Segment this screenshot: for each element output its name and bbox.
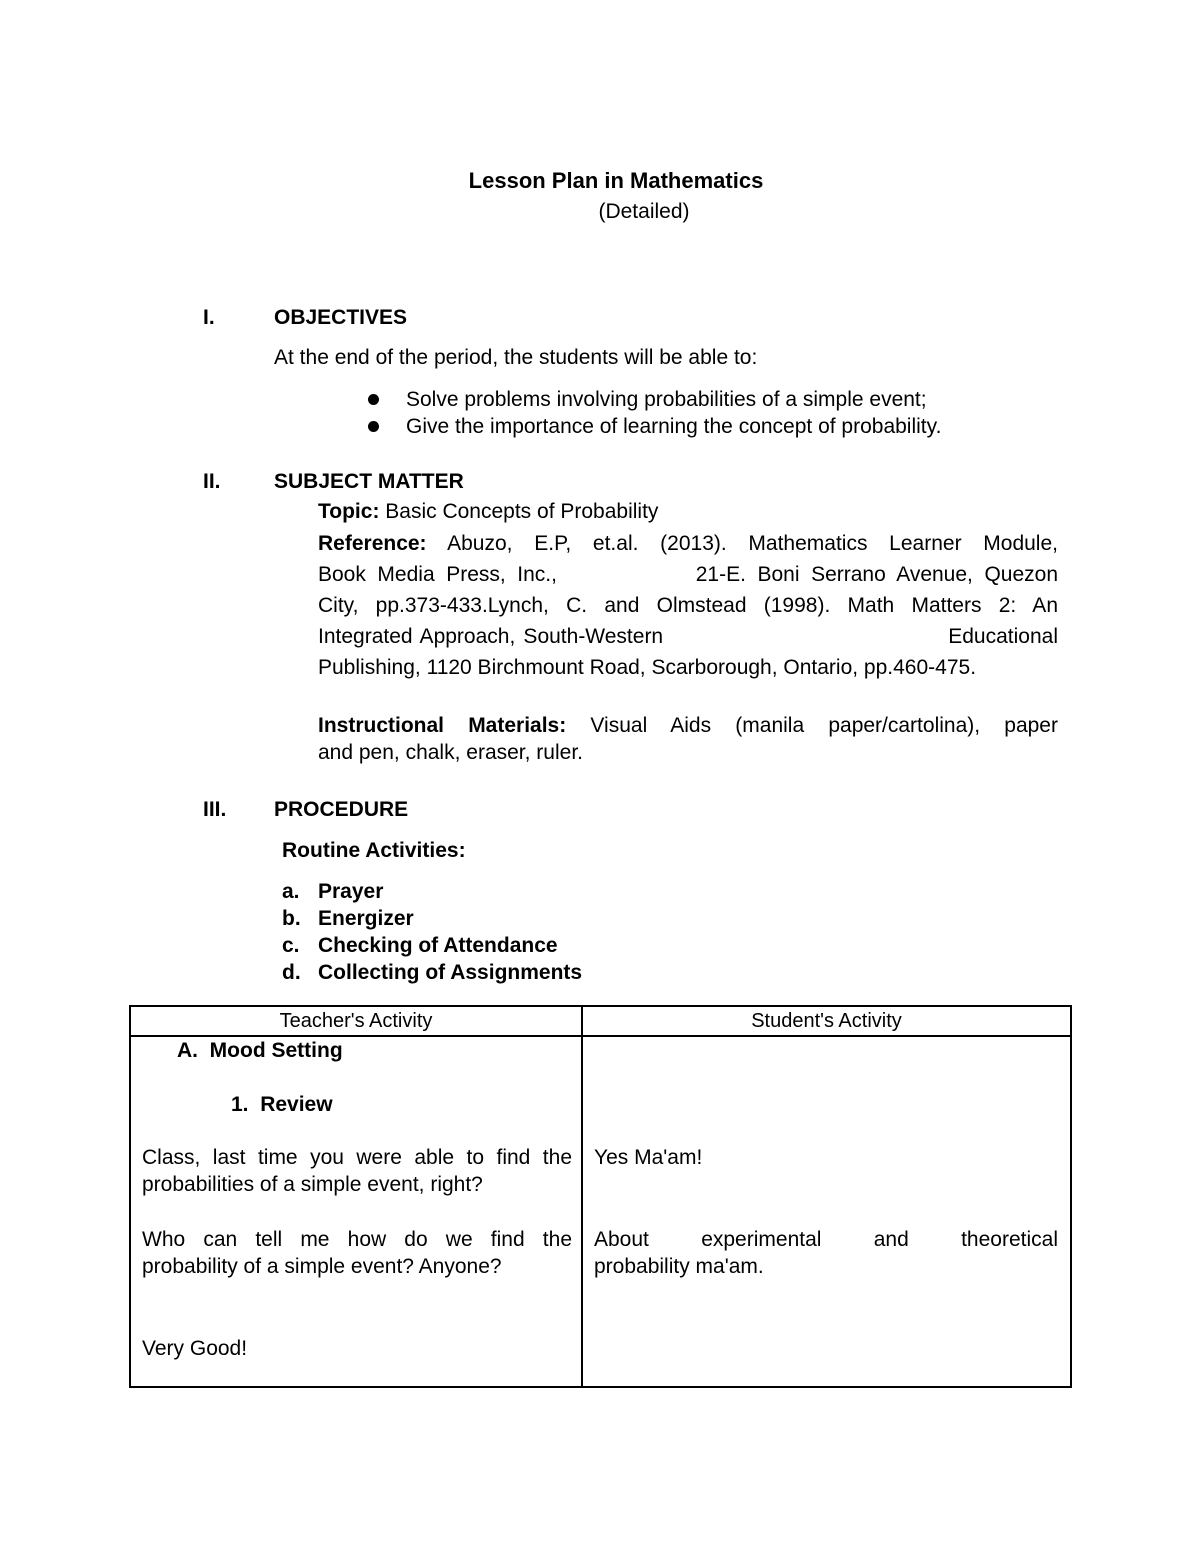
routine-item-letter: b. <box>282 907 301 930</box>
procedure-heading: PROCEDURE <box>274 798 409 821</box>
teacher-question-2-line-2: probability of a simple event? Anyone? <box>142 1255 502 1278</box>
bullet-icon <box>368 421 379 432</box>
routine-activities-heading: Routine Activities: <box>282 839 466 862</box>
objectives-number: I. <box>203 306 215 329</box>
topic-line <box>318 500 1058 524</box>
routine-item-label: Collecting of Assignments <box>318 961 583 984</box>
subsection-number: 1. <box>231 1093 249 1116</box>
routine-item-letter: d. <box>282 961 301 984</box>
teacher-question-1-line-2: probabilities of a simple event, right? <box>142 1173 483 1196</box>
reference-line: City, pp.373-433.Lynch, C. and Olmstead (1998). Math Matters 2: An <box>318 594 1058 617</box>
materials-text: Visual Aids (manila paper/cartolina), paper <box>590 714 1058 737</box>
page-title: Lesson Plan in Mathematics <box>468 168 764 193</box>
routine-item-label: Checking of Attendance <box>318 934 558 957</box>
bullet-icon <box>368 394 379 405</box>
reference-line: Book Media Press, Inc., 21-E. Boni Serrano Avenue, Quezon <box>318 563 1058 586</box>
topic-value: Basic Concepts of Probability <box>385 500 659 523</box>
activity-table <box>129 1005 1072 1388</box>
teacher-activity-header: Teacher's Activity <box>130 1006 582 1036</box>
routine-item-label: Energizer <box>318 907 414 930</box>
reference-line <box>318 532 1058 556</box>
objective-item <box>368 388 927 412</box>
subject-matter-number: II. <box>203 470 221 493</box>
subject-matter-heading: SUBJECT MATTER <box>274 470 464 493</box>
objectives-intro: At the end of the period, the students will be able to: <box>274 346 758 369</box>
routine-item <box>282 880 383 904</box>
table-header-row <box>130 1006 1071 1036</box>
topic-label: Topic: <box>318 500 380 523</box>
routine-item <box>282 934 558 958</box>
routine-item-letter: c. <box>282 934 300 957</box>
student-activity-cell <box>582 1036 1071 1387</box>
student-answer-1: Yes Ma'am! <box>594 1146 703 1169</box>
reference-text: Abuzo, E.P, et.al. (2013). Mathematics Learner Module, <box>447 532 1058 555</box>
reference-label: Reference: <box>318 532 427 555</box>
section-title: Mood Setting <box>209 1039 343 1062</box>
teacher-activity-cell <box>130 1036 582 1387</box>
student-activity-header: Student's Activity <box>582 1006 1071 1036</box>
procedure-number: III. <box>203 798 227 821</box>
routine-item <box>282 961 582 985</box>
section-letter: A. <box>177 1039 198 1062</box>
materials-line <box>318 714 1058 738</box>
materials-label: Instructional Materials: <box>318 714 567 737</box>
materials-line-2: and pen, chalk, eraser, ruler. <box>318 741 583 764</box>
subsection-heading <box>231 1093 333 1117</box>
student-answer-2-line-1: About experimental and theoretical <box>594 1228 1058 1251</box>
subsection-title: Review <box>260 1093 333 1116</box>
reference-line: Publishing, 1120 Birchmount Road, Scarborough, Ontario, pp.460-475. <box>318 656 977 679</box>
reference-line: Integrated Approach, South-Western Educational <box>318 625 1058 648</box>
page-subtitle: (Detailed) <box>598 200 690 223</box>
section-heading <box>177 1039 343 1063</box>
objective-text: Give the importance of learning the concept of probability. <box>406 415 942 438</box>
objectives-heading: OBJECTIVES <box>274 306 408 329</box>
objective-text: Solve problems involving probabilities of a simple event; <box>406 388 927 411</box>
routine-item-letter: a. <box>282 880 300 903</box>
teacher-question-1-line-1: Class, last time you were able to find the <box>142 1146 572 1169</box>
teacher-question-2-line-1: Who can tell me how do we find the <box>142 1228 572 1251</box>
teacher-praise: Very Good! <box>142 1337 248 1360</box>
routine-item-label: Prayer <box>318 880 384 903</box>
objective-item <box>368 415 941 439</box>
student-answer-2-line-2: probability ma'am. <box>594 1255 764 1278</box>
table-row <box>130 1036 1071 1387</box>
routine-item <box>282 907 414 931</box>
